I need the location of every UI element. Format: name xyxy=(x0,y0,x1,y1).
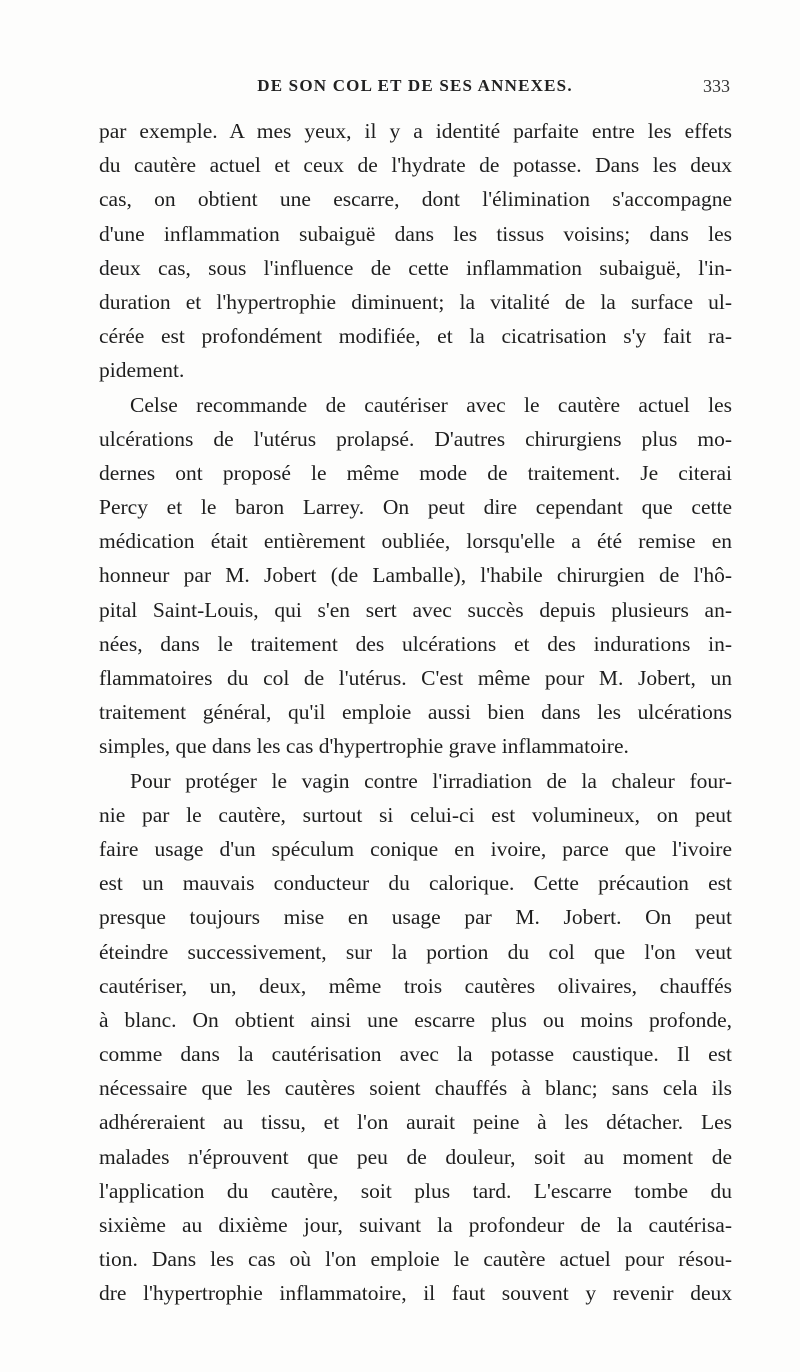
text-line: Percy et le baron Larrey. On peut dire cependant que cette xyxy=(99,495,732,520)
running-head xyxy=(100,76,730,104)
running-head-title: DE SON COL ET DE SES ANNEXES. xyxy=(257,76,573,95)
page-number: 333 xyxy=(703,76,730,96)
text-line: nécessaire que les cautères soient chauffés à blanc; sans cela ils xyxy=(99,1076,732,1101)
text-line: comme dans la cautérisation avec la potasse caustique. Il est xyxy=(99,1042,732,1067)
text-line: médication était entièrement oubliée, lorsqu'elle a été remise en xyxy=(99,529,732,554)
text-line: éteindre successivement, sur la portion du col que l'on veut xyxy=(99,939,732,964)
text-line: malades n'éprouvent que peu de douleur, soit au moment de xyxy=(99,1144,732,1169)
text-line: est un mauvais conducteur du calorique. Cette précaution est xyxy=(99,871,732,896)
text-line: ulcérations de l'utérus prolapsé. D'autres chirurgiens plus mo- xyxy=(99,426,732,451)
body-text xyxy=(99,114,732,1311)
text-line: cautériser, un, deux, même trois cautères olivaires, chauffés xyxy=(99,973,732,998)
text-line: faire usage d'un spéculum conique en ivoire, parce que l'ivoire xyxy=(99,836,732,861)
text-line: nie par le cautère, surtout si celui-ci est volumineux, on peut xyxy=(99,802,732,827)
text-line: cas, on obtient une escarre, dont l'élimination s'accompagne xyxy=(99,187,732,212)
text-line: cérée est profondément modifiée, et la cicatrisation s'y fait ra- xyxy=(99,324,732,349)
text-line: honneur par M. Jobert (de Lamballe), l'habile chirurgien de l'hô- xyxy=(99,563,732,588)
text-line: dernes ont proposé le même mode de traitement. Je citerai xyxy=(99,460,732,485)
text-line: adhéreraient au tissu, et l'on aurait peine à les détacher. Les xyxy=(99,1110,732,1135)
text-line: duration et l'hypertrophie diminuent; la vitalité de la surface ul- xyxy=(99,289,732,314)
text-line: nées, dans le traitement des ulcérations et des indurations in- xyxy=(99,631,732,656)
text-line: pidement. xyxy=(99,358,185,383)
text-line: deux cas, sous l'influence de cette inflammation subaiguë, l'in- xyxy=(99,255,732,280)
text-line: pital Saint-Louis, qui s'en sert avec succès depuis plusieurs an- xyxy=(99,597,732,622)
text-line: dre l'hypertrophie inflammatoire, il faut souvent y revenir deux xyxy=(99,1281,732,1306)
text-line: à blanc. On obtient ainsi une escarre plus ou moins profonde, xyxy=(99,1007,732,1032)
text-line: flammatoires du col de l'utérus. C'est même pour M. Jobert, un xyxy=(99,666,732,690)
text-line: Celse recommande de cautériser avec le cautère actuel les xyxy=(130,392,732,417)
text-line: tion. Dans les cas où l'on emploie le cautère actuel pour résou- xyxy=(99,1247,732,1272)
text-line: du cautère actuel et ceux de l'hydrate de potasse. Dans les deux xyxy=(99,153,732,178)
text-line: traitement général, qu'il emploie aussi bien dans les ulcérations xyxy=(99,700,732,725)
text-line: Pour protéger le vagin contre l'irradiation de la chaleur four- xyxy=(130,768,732,793)
text-line: par exemple. A mes yeux, il y a identité parfaite entre les effets xyxy=(99,119,732,143)
text-line: l'application du cautère, soit plus tard. L'escarre tombe du xyxy=(99,1178,732,1203)
text-line: sixième au dixième jour, suivant la profondeur de la cautérisa- xyxy=(99,1213,732,1237)
text-line: presque toujours mise en usage par M. Jobert. On peut xyxy=(99,905,732,930)
text-line: d'une inflammation subaiguë dans les tissus voisins; dans les xyxy=(99,221,732,246)
text-line: simples, que dans les cas d'hypertrophie grave inflammatoire. xyxy=(99,734,629,759)
